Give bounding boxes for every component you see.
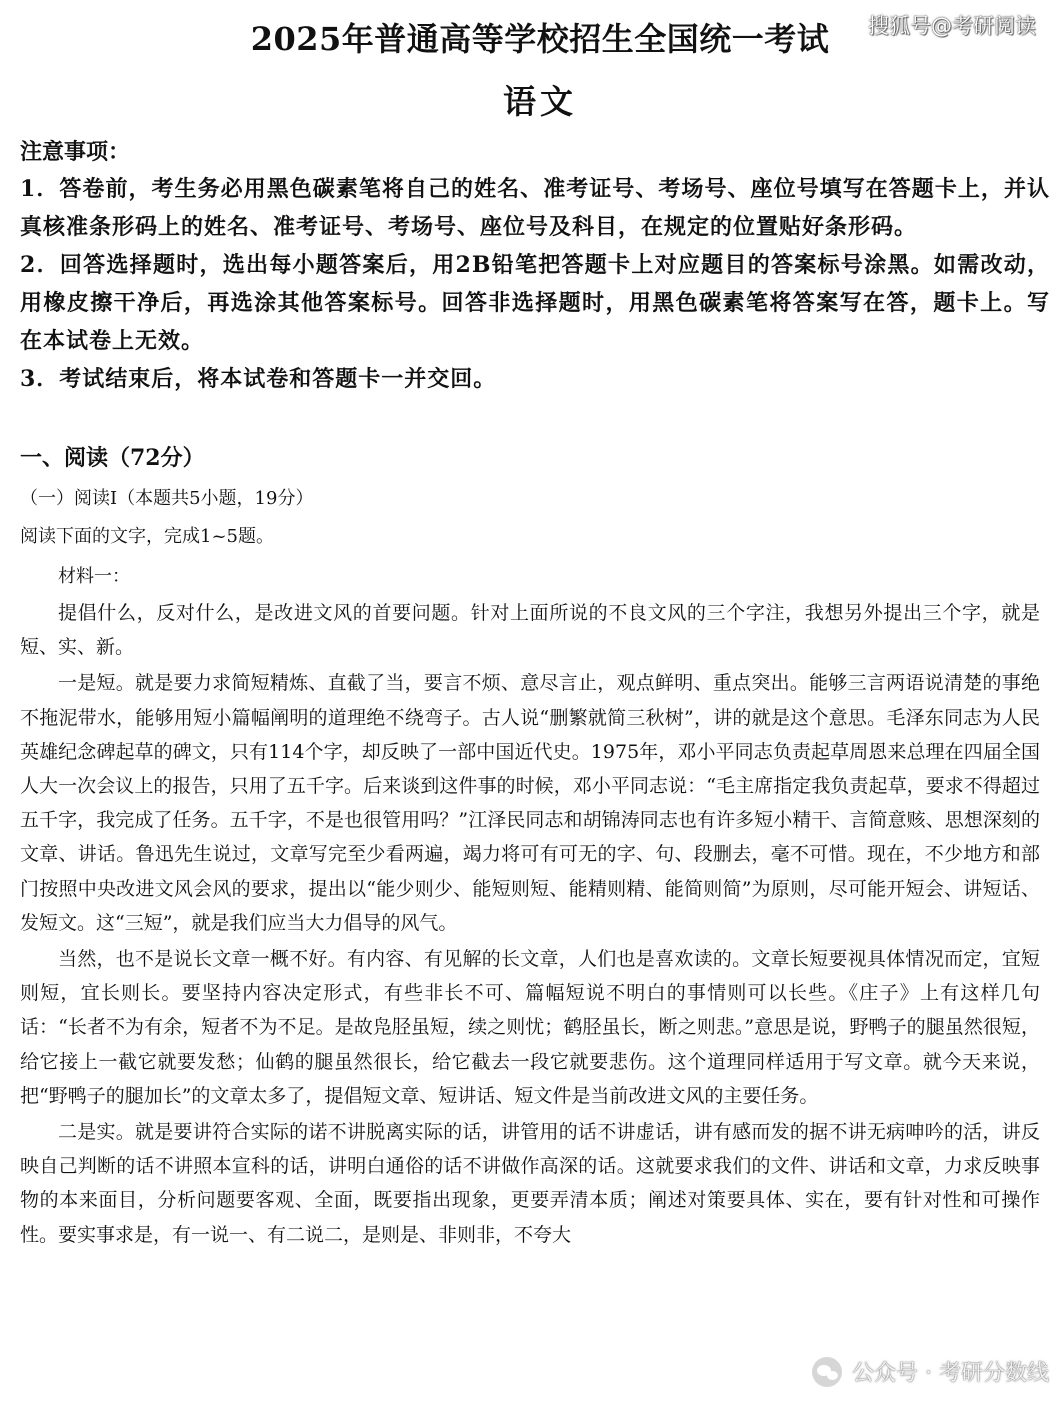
material-label: 材料一：: [58, 566, 130, 587]
exam-title: 2025年普通高等学校招生全国统一考试: [250, 20, 830, 58]
watermark-top: 搜狐号@考研阅读: [868, 14, 1036, 38]
wechat-icon: [812, 1357, 842, 1387]
notes-section: [20, 134, 1050, 398]
notes-heading: 注意事项：: [20, 139, 131, 165]
reading-passage: [20, 596, 1040, 1254]
subsection-title: （一）阅读Ⅰ（本题共5小题，19分）: [20, 488, 314, 509]
watermark-bottom-text: 公众号 · 考研分数线: [852, 1361, 1049, 1386]
passage-paragraph: 当然，也不是说长文章一概不好。有内容、有见解的长文章，人们也是喜欢读的。文章长短要视具体情况而定，宜短则短，宜长则长。要坚持内容决定形式，有些非长不可、篇幅短说不明白的事情则可以长些。《庄子》上有这样几句话：“长者不为有余，短者不为不足。是故凫胫虽短，续之则忧；鹤胫虽长，断之则悲。”意思是说，野鸭子的腿虽然很短，给它接上一截它就要发愁；仙鹤的腿虽然很长，给它截去一段它就要悲伤。这个道理同样适用于写文章。就今天来说，把“野鸭子的腿加长”的文章太多了，提倡短文章、短讲话、短文件是当前改进文风的主要任务。: [20, 948, 1040, 1107]
passage-paragraph: 一是短。就是要力求简短精炼、直截了当，要言不烦、意尽言止，观点鲜明、重点突出。能够三言两语说清楚的事绝不拖泥带水，能够用短小篇幅阐明的道理绝不绕弯子。古人说“删繁就简三秋树”，讲的就是这个意思。毛泽东同志为人民英雄纪念碑起草的碑文，只有114个字，却反映了一部中国近代史。1975年，邓小平同志负责起草周恩来总理在四届全国人大一次会议上的报告，只用了五千字。后来谈到这件事的时候，邓小平同志说：“毛主席指定我负责起草，要求不得超过五千字，我完成了任务。五千字，不是也很管用吗？”江泽民同志和胡锦涛同志也有许多短小精干、言简意赅、思想深刻的文章、讲话。鲁迅先生说过，文章写完至少看两遍，竭力将可有可无的字、句、段删去，毫不可惜。现在，不少地方和部门按照中央改进文风会风的要求，提出以“能少则少、能短则短、能精则精、能简则简”为原则，尽可能开短会、讲短话、发短文。这“三短”，就是我们应当大力倡导的风气。: [20, 672, 1040, 934]
passage-paragraph: 二是实。就是要讲符合实际的诺不讲脱离实际的话，讲管用的话不讲虚话，讲有感而发的据不讲无病呻吟的活，讲反映自己判断的话不讲照本宣科的话，讲明白通俗的话不讲做作高深的话。这就要求我们的文件、讲话和文章，力求反映事物的本来面目，分析问题要客观、全面，既要指出现象，更要弄清本质；阐述对策要具体、实在，要有针对性和可操作性。要实事求是，有一说一、有二说二，是则是、非则非，不夸大: [20, 1121, 1040, 1246]
note-item-2: 2．回答选择题时，选出每小题答案后，用2B铅笔把答题卡上对应题目的答案标号涂黑。如需改动，用橡皮擦干净后，再选涂其他答案标号。回答非选择题时，用黑色碳素笔将答案写在答，题卡上。写在本试卷上无效。: [20, 252, 1050, 354]
reading-instruction: 阅读下面的文字，完成1~5题。: [20, 526, 274, 547]
section-title: 一、阅读（72分）: [20, 445, 205, 471]
passage-paragraph: 提倡什么，反对什么，是改进文风的首要问题。针对上面所说的不良文风的三个字注，我想另外提出三个字，就是短、实、新。: [20, 602, 1040, 659]
watermark-bottom: [812, 1356, 1049, 1387]
note-item-1: 1．答卷前，考生务必用黑色碳素笔将自己的姓名、准考证号、考场号、座位号填写在答题卡上，并认真核准条形码上的姓名、准考证号、考场号、座位号及科目，在规定的位置贴好条形码。: [20, 176, 1050, 240]
subject-title: 语文: [503, 82, 577, 121]
note-item-3: 3．考试结束后，将本试卷和答题卡一并交回。: [20, 366, 497, 392]
